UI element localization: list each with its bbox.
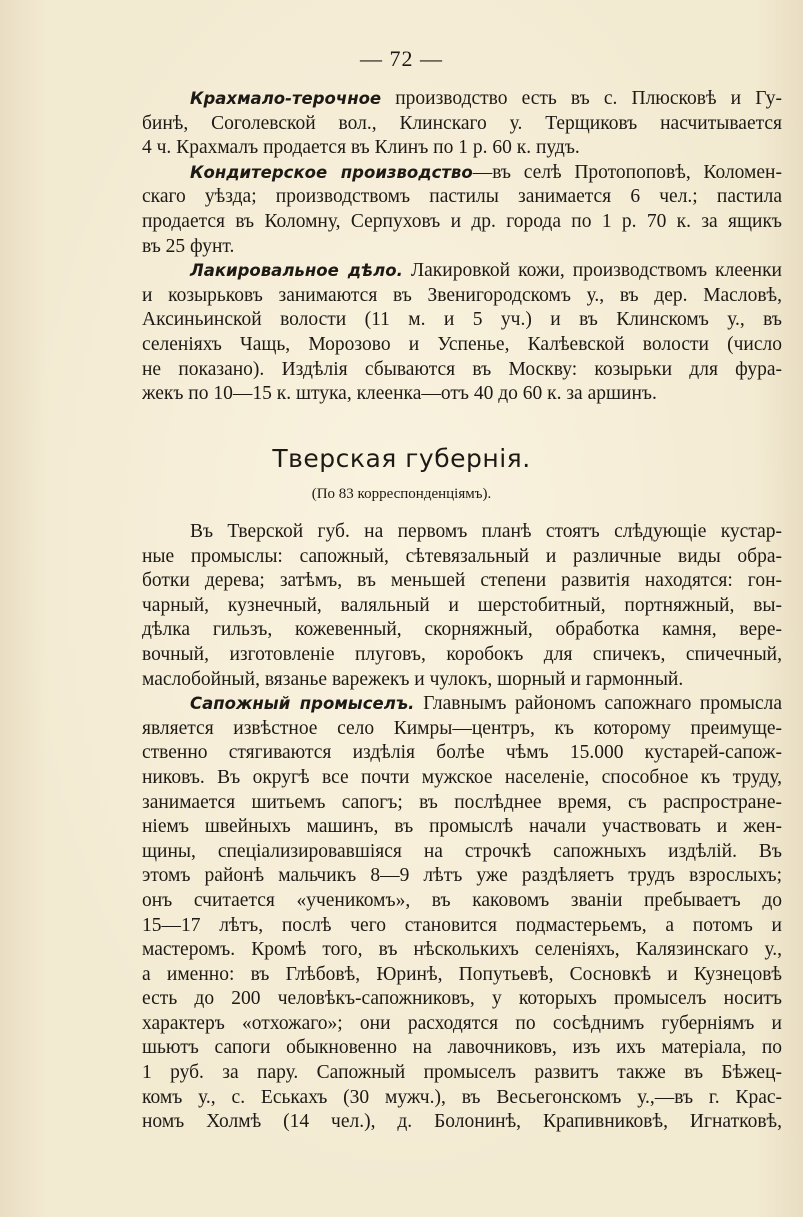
text-line <box>142 914 782 939</box>
line-text: ные промыслы: сапожный, сѣтевязальный и различные виды обра- <box>142 545 782 567</box>
text-line <box>142 185 782 210</box>
text-line <box>142 1012 782 1037</box>
line-text: занимается шитьемъ сапогъ; въ послѣднее время, съ распростране- <box>142 791 782 813</box>
text-line <box>142 1086 782 1111</box>
page-number: — 72 — <box>360 46 443 71</box>
text-line <box>142 569 782 594</box>
text-line <box>142 259 782 284</box>
text-line <box>142 766 782 791</box>
line-text: селеніяхъ Чащь, Морозово и Успенье, Калѣевской волости (число <box>142 333 782 355</box>
line-text: щины, спеціализировавшіяся на строчкѣ сапожныхъ издѣлій. Въ <box>142 840 782 862</box>
text-line <box>142 358 782 383</box>
text-line <box>142 692 782 717</box>
line-text: шьютъ сапоги обыкновенно на лавочниковъ, изъ ихъ матеріала, по <box>142 1037 782 1059</box>
text-line <box>142 987 782 1012</box>
line-text: онъ считается «ученикомъ», въ каковомъ званіи пребываетъ до <box>142 889 782 911</box>
line-text: никовъ. Въ округѣ все почти мужское населеніе, способное къ труду, <box>142 766 782 788</box>
line-text: въ 25 фунт. <box>142 235 235 257</box>
line-text: Въ Тверской губ. на первомъ планѣ стоятъ слѣдующіе кустар- <box>190 521 782 542</box>
line-text: номъ Холмѣ (14 чел.), д. Болонинѣ, Крапивниковѣ, Игнатковѣ, <box>142 1111 782 1133</box>
text-line <box>142 815 782 840</box>
text-line <box>142 161 782 186</box>
section-moscow-crafts <box>142 87 782 407</box>
line-text: 15—17 лѣтъ, послѣ чего становится подмастерьемъ, а потомъ и <box>142 914 782 936</box>
line-text: 1 руб. за пару. Сапожный промыселъ развитъ также въ Бѣжец- <box>142 1062 782 1084</box>
line-text: 4 ч. Крахмалъ продается въ Клинъ по 1 р. 60 к. пудъ. <box>142 137 580 159</box>
text-line <box>142 284 782 309</box>
text-line <box>142 889 782 914</box>
line-text: дѣлка гильзъ, кожевенный, скорняжный, обработка камня, вере- <box>142 619 782 641</box>
text-line <box>142 741 782 766</box>
line-text: ніемъ швейныхъ машинъ, въ промыслѣ начали участвовать и жен- <box>142 816 782 838</box>
line-text: а именно: въ Глѣбовѣ, Юринѣ, Попутьевѣ, Сосновкѣ и Кузнецовѣ <box>142 963 782 985</box>
line-text: продается въ Коломну, Серпуховъ и др. города по 1 р. 70 к. за ящикъ <box>142 210 782 232</box>
text-line <box>142 963 782 988</box>
text-line <box>142 1061 782 1086</box>
text-line <box>142 791 782 816</box>
text-line <box>142 717 782 742</box>
line-text: Лакировкой кожи, производствомъ клеенки <box>402 260 782 282</box>
text-line <box>142 210 782 235</box>
line-text: бинѣ, Соголевской вол., Клинскаго у. Терщиковъ насчитывается <box>142 112 782 134</box>
paragraph-lead: Лакировальное дѣло. <box>190 261 403 281</box>
line-text: Аксиньинской волости (11 м. и 5 уч.) и въ Клинскомъ у., въ <box>142 309 782 331</box>
line-text: производство есть въ с. Плюсковѣ и Гу- <box>381 88 782 109</box>
line-text: этомъ районѣ мальчикъ 8—9 лѣтъ уже раздѣляетъ трудъ взрослыхъ; <box>142 865 782 887</box>
paragraph-lead: Крахмало-терочное <box>190 89 382 108</box>
line-text: ботки дерева; затѣмъ, въ меньшей степени развитія находятся: гон- <box>142 570 782 592</box>
line-text: Главнымъ райономъ сапожнаго промысла <box>414 693 782 715</box>
line-text: является извѣстное село Кимры—центръ, къ которому преимуще- <box>142 717 782 739</box>
text-line <box>142 545 782 570</box>
text-line <box>142 308 782 333</box>
text-line <box>142 1110 782 1135</box>
line-text: чарный, кузнечный, валяльный и шерстобитный, портняжный, вы- <box>142 594 782 616</box>
line-text: характеръ «отхожаго»; они расходятся по сосѣднимъ губерніямъ и <box>142 1012 782 1034</box>
text-line <box>142 840 782 865</box>
section-heading: Тверская губернія. <box>272 444 531 473</box>
paragraph-lead: Кондитерское производство <box>190 162 473 182</box>
text-line <box>142 112 782 137</box>
line-text: мастеромъ. Кромѣ того, въ нѣсколькихъ селеніяхъ, Калязинскаго у., <box>142 939 782 961</box>
text-line <box>142 382 782 407</box>
text-line <box>142 235 782 260</box>
line-text: скаго уѣзда; производствомъ пастилы занимается 6 чел.; пастила <box>142 186 782 208</box>
section-tver-crafts <box>142 520 782 1135</box>
text-line <box>142 136 782 161</box>
text-line <box>142 618 782 643</box>
text-line <box>142 643 782 668</box>
text-line <box>142 520 782 545</box>
text-line <box>142 594 782 619</box>
line-text: ственно стягиваются издѣлія болѣе чѣмъ 15.000 кустарей-сапож- <box>142 742 782 764</box>
paragraph-lead: Сапожный промыселъ. <box>190 694 415 714</box>
text-line <box>142 864 782 889</box>
line-text: маслобойный, вязанье варежекъ и чулокъ, шорный и гармонный. <box>142 668 684 690</box>
line-text: —въ селѣ Протопоповѣ, Коломен- <box>472 161 782 183</box>
text-line <box>142 938 782 963</box>
text-line <box>142 87 782 112</box>
text-line <box>142 1036 782 1061</box>
text-line <box>142 333 782 358</box>
line-text: жекъ по 10—15 к. штука, клеенка—отъ 40 до 60 к. за аршинъ. <box>142 383 657 405</box>
line-text: не показано). Издѣлія сбываются въ Москву: козырьки для фура- <box>142 358 782 380</box>
line-text: вочный, изготовленіе плуговъ, коробокъ для спичекъ, спичечный, <box>142 643 782 665</box>
line-text: есть до 200 человѣкъ-сапожниковъ, у которыхъ промыселъ носитъ <box>142 988 782 1010</box>
section-subheading: (По 83 корреспонденціямъ). <box>311 486 492 502</box>
line-text: комъ у., с. Еськахъ (30 мужч.), въ Весьегонскомъ у.,—въ г. Крас- <box>142 1086 782 1108</box>
text-line <box>142 668 782 693</box>
line-text: и козырьковъ занимаются въ Звенигородскомъ у., въ дер. Масловѣ, <box>142 284 782 306</box>
